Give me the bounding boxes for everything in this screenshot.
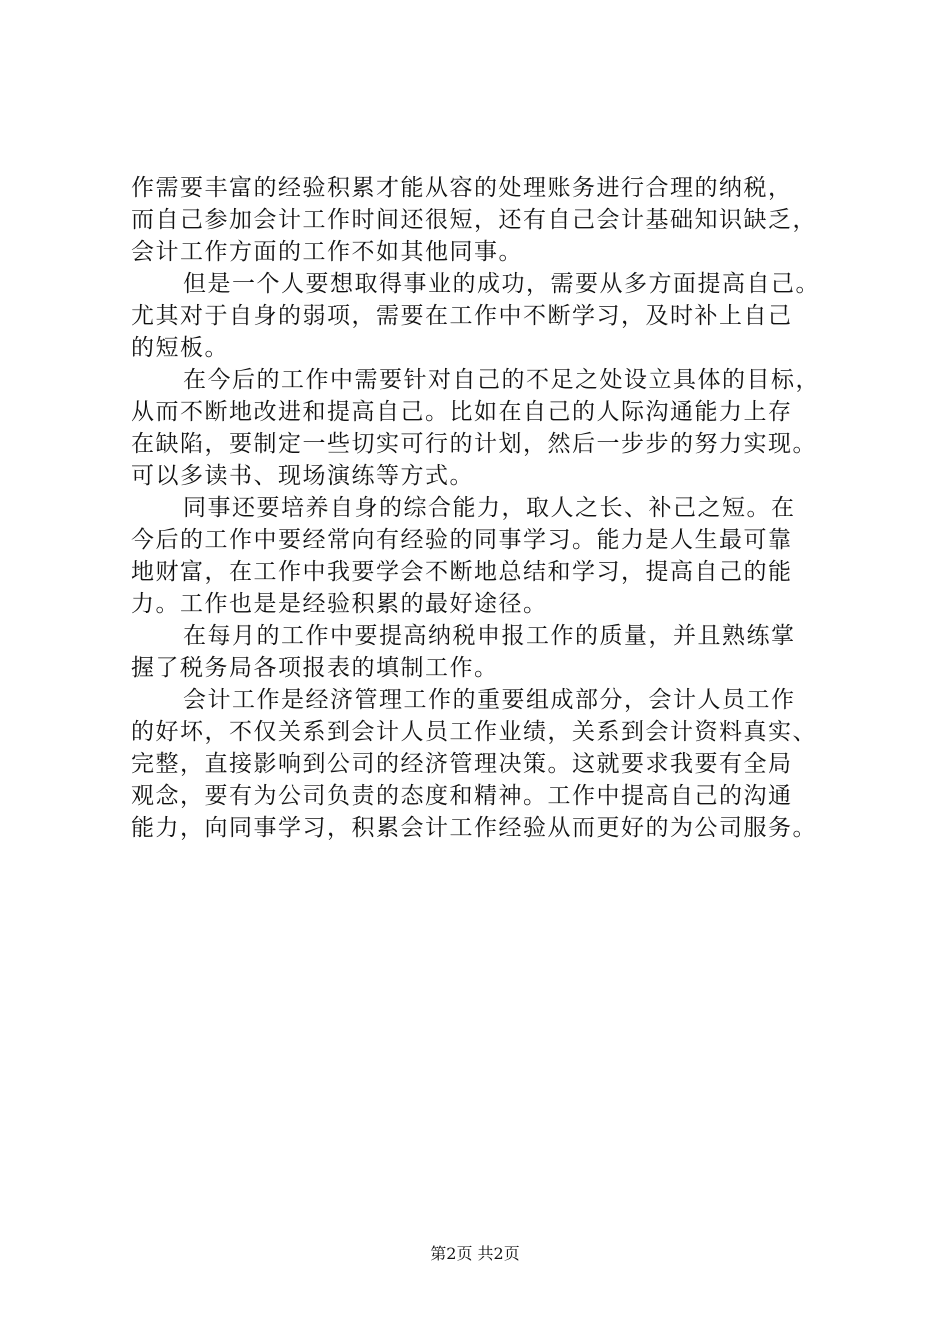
text-line-14: 力。工作也是是经验积累的最好途径。 xyxy=(131,591,548,617)
text-line-17: 会计工作是经济管理工作的重要组成部分，会计人员工作 xyxy=(183,687,796,713)
text-line-9: 在缺陷，要制定一些切实可行的计划，然后一步步的努力实现。 xyxy=(131,431,817,457)
page-number-footer: 第2页 共2页 xyxy=(430,1244,520,1263)
text-line-1: 作需要丰富的经验积累才能从容的处理账务进行合理的纳税， xyxy=(131,175,793,201)
text-line-15: 在每月的工作中要提高纳税申报工作的质量，并且熟练掌 xyxy=(183,623,796,649)
text-line-21: 能力，向同事学习，积累会计工作经验从而更好的为公司服务。 xyxy=(131,815,817,841)
text-line-5: 尤其对于自身的弱项，需要在工作中不断学习，及时补上自己 xyxy=(131,303,793,329)
text-line-10: 可以多读书、现场演练等方式。 xyxy=(131,463,474,489)
text-line-20: 观念，要有为公司负责的态度和精神。工作中提高自己的沟通 xyxy=(131,783,793,809)
text-line-11: 同事还要培养自身的综合能力，取人之长、补己之短。在 xyxy=(183,495,796,521)
text-line-4: 但是一个人要想取得事业的成功，需要从多方面提高自己。 xyxy=(183,271,820,297)
text-line-12: 今后的工作中要经常向有经验的同事学习。能力是人生最可靠 xyxy=(131,527,793,553)
text-line-8: 从而不断地改进和提高自己。比如在自己的人际沟通能力上存 xyxy=(131,399,793,425)
text-line-6: 的短板。 xyxy=(131,335,229,361)
text-line-3: 会计工作方面的工作不如其他同事。 xyxy=(131,239,523,265)
text-line-18: 的好坏，不仅关系到会计人员工作业绩，关系到会计资料真实、 xyxy=(131,719,817,745)
text-line-7: 在今后的工作中需要针对自己的不足之处设立具体的目标， xyxy=(183,367,820,393)
text-line-16: 握了税务局各项报表的填制工作。 xyxy=(131,655,499,681)
text-line-13: 地财富，在工作中我要学会不断地总结和学习，提高自己的能 xyxy=(131,559,793,585)
document-body xyxy=(131,172,831,844)
text-line-19: 完整，直接影响到公司的经济管理决策。这就要求我要有全局 xyxy=(131,751,793,777)
text-line-2: 而自己参加会计工作时间还很短，还有自己会计基础知识缺乏， xyxy=(131,207,817,233)
